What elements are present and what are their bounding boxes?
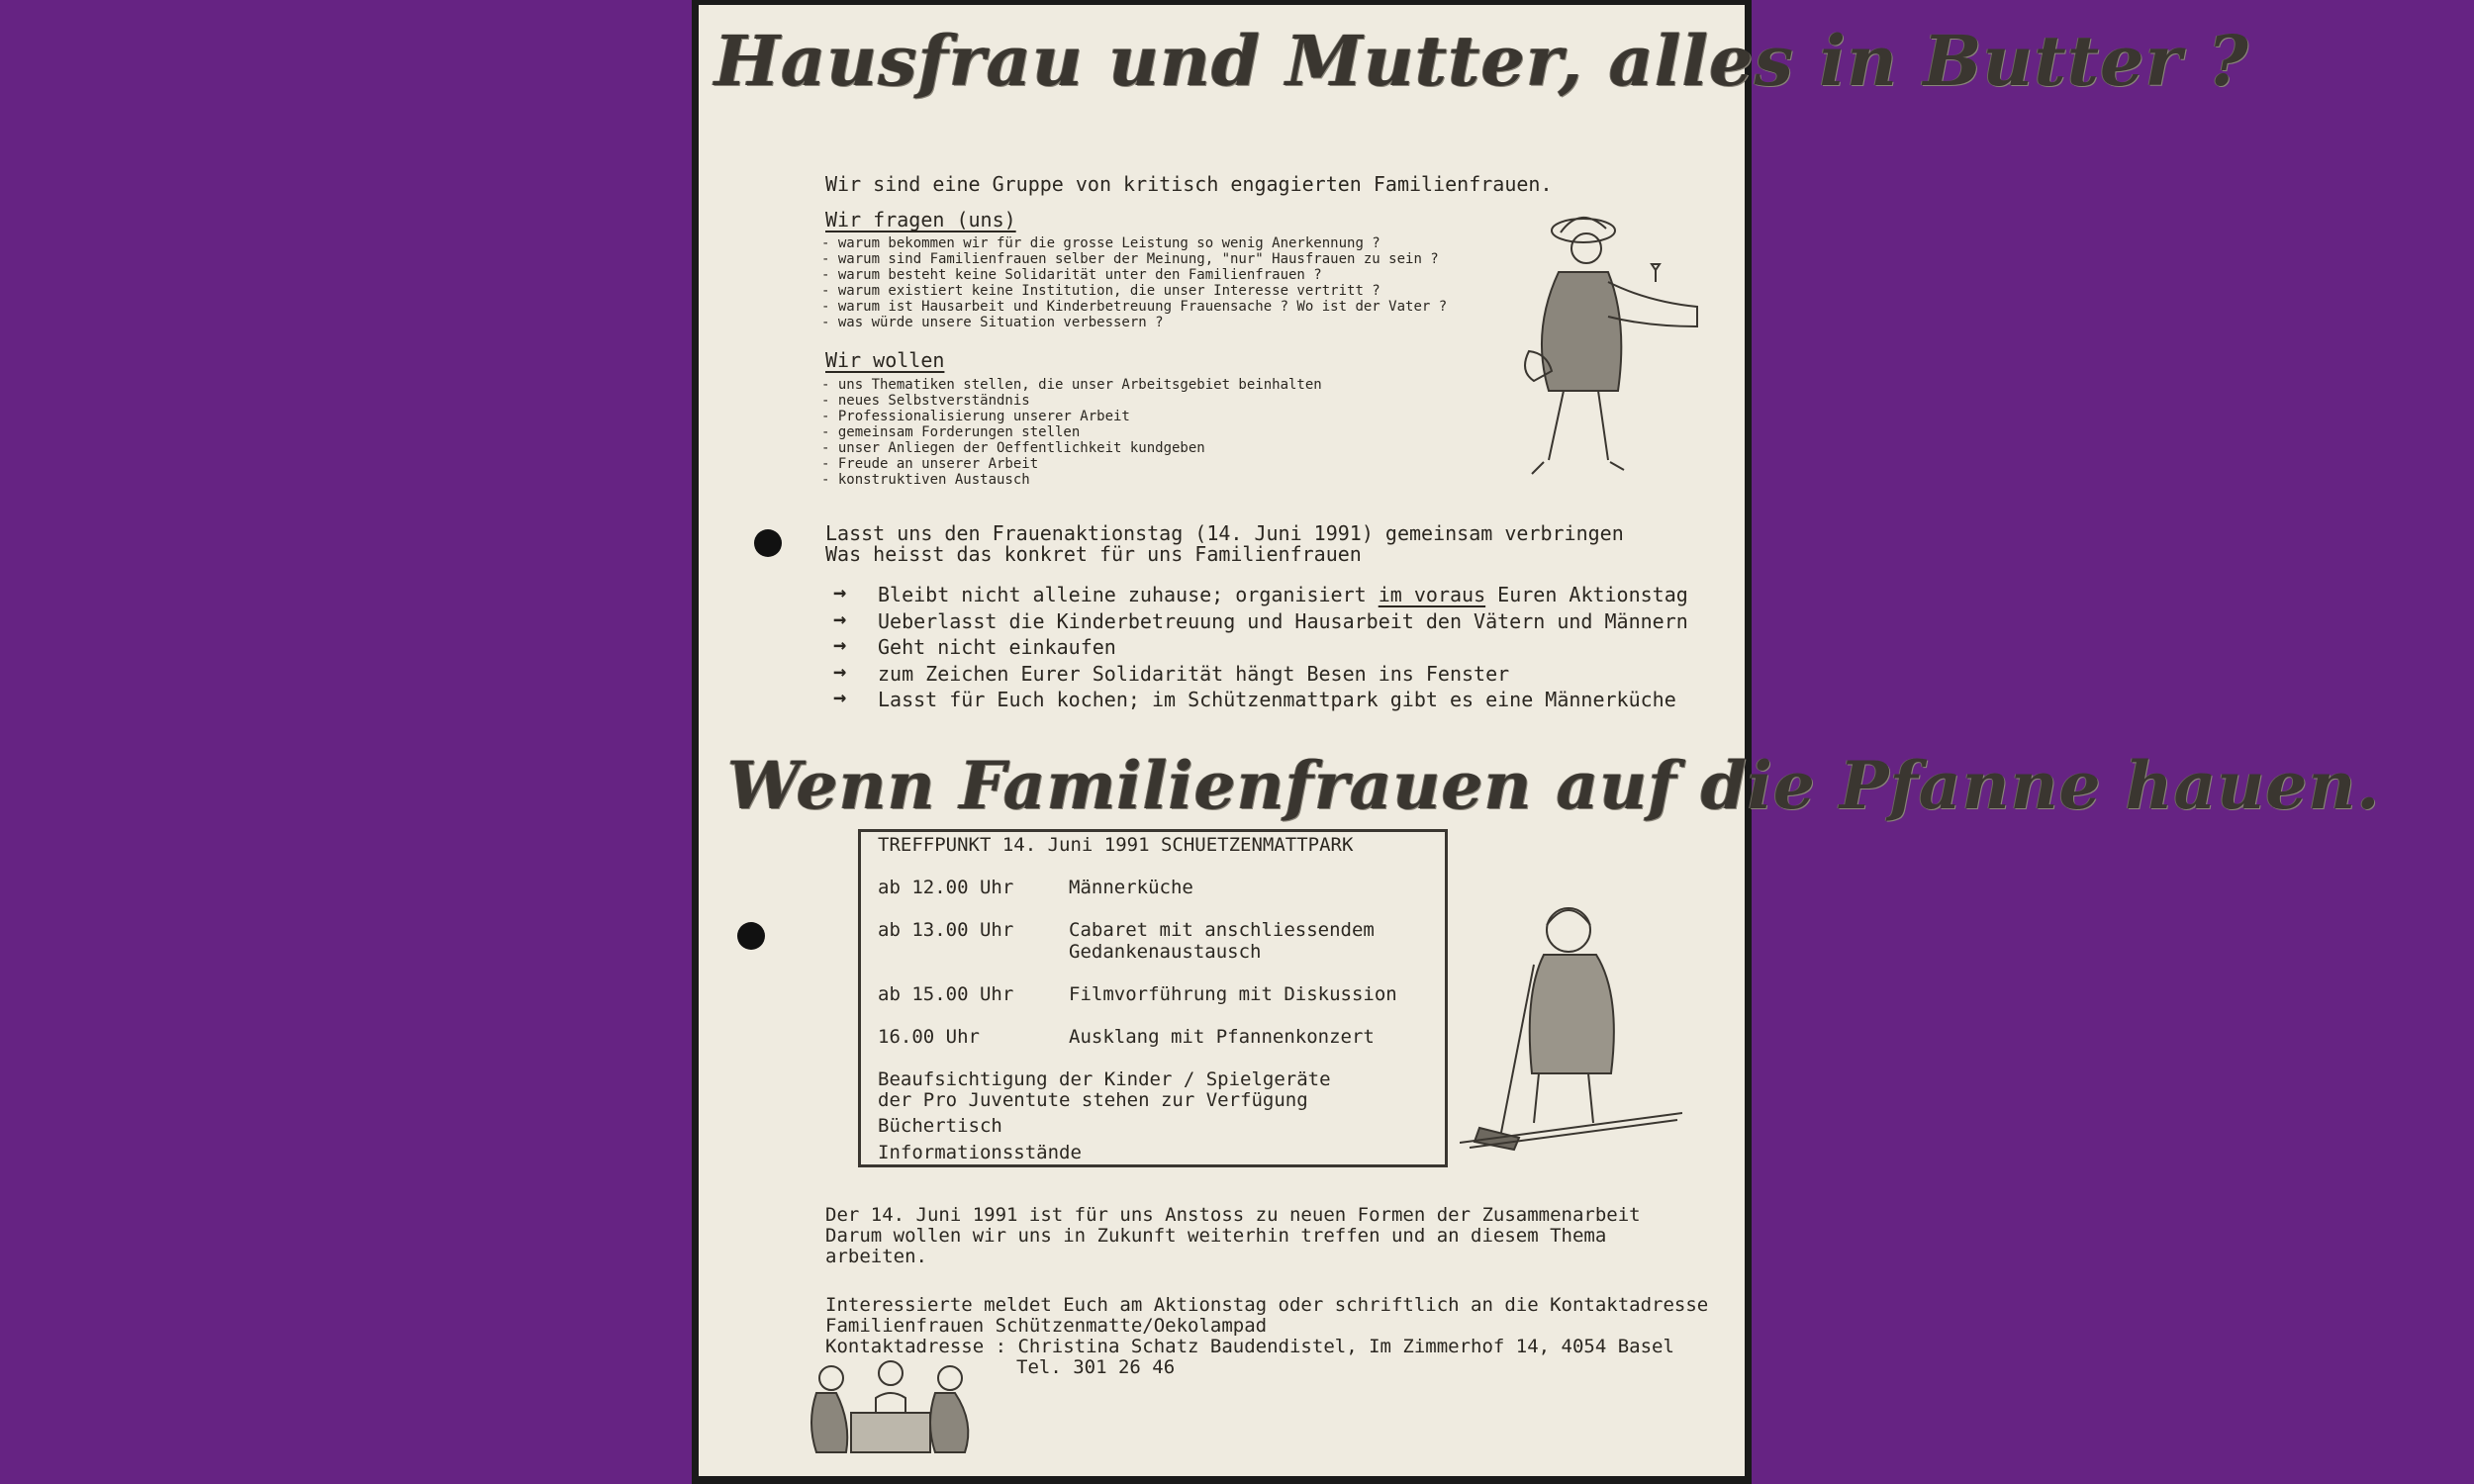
questions-heading: Wir fragen (uns) [825, 208, 1016, 232]
list-item [833, 581, 1688, 607]
list-item [833, 607, 1688, 633]
list-item: - warum bekommen wir für die grosse Leistung so wenig Anerkennung ? [821, 235, 1380, 251]
action-text-underlined: im voraus [1378, 583, 1486, 606]
list-item: - unser Anliegen der Oeffentlichkeit kundgeben [821, 440, 1205, 456]
program-header: TREFFPUNKT 14. Juni 1991 SCHUETZENMATTPARK [878, 834, 1354, 856]
list-item: - Freude an unserer Arbeit [821, 456, 1039, 472]
action-list [833, 581, 1688, 712]
contact-phone: Tel. 301 26 46 [1016, 1356, 1176, 1378]
contact-address: Kontaktadresse : Christina Schatz Baudendistel, Im Zimmerhof 14, 4054 Basel [825, 1336, 1674, 1357]
program-time: ab 15.00 Uhr [878, 983, 1014, 1005]
arrow-icon: → [833, 581, 847, 605]
list-item: - was würde unsere Situation verbessern ? [821, 315, 1164, 330]
program-event: Cabaret mit anschliessendem [1069, 919, 1375, 941]
action-text: Euren Aktionstag [1485, 583, 1688, 606]
arrow-icon: → [833, 633, 847, 658]
program-event: Männerküche [1069, 877, 1193, 898]
action-text: zum Zeichen Eurer Solidarität hängt Besen ins Fenster [878, 662, 1510, 686]
program-event: Filmvorführung mit Diskussion [1069, 983, 1397, 1005]
women-at-table-illustration [792, 1353, 990, 1462]
woman-with-hat-illustration [1489, 203, 1712, 480]
call-line-1: Lasst uns den Frauenaktionstag (14. Juni 1991) gemeinsam verbringen [825, 521, 1624, 545]
action-text: Ueberlasst die Kinderbetreuung und Hausarbeit den Vätern und Männern [878, 609, 1688, 633]
punch-hole [754, 529, 782, 557]
program-note: der Pro Juventute stehen zur Verfügung [878, 1089, 1308, 1111]
action-text: Bleibt nicht alleine zuhause; organisiert [878, 583, 1379, 606]
arrow-icon: → [833, 686, 847, 710]
program-note: Informationsstände [878, 1142, 1082, 1163]
arrow-icon: → [833, 660, 847, 685]
contact-line: Familienfrauen Schützenmatte/Oekolampad [825, 1315, 1268, 1337]
action-text: Lasst für Euch kochen; im Schützenmattpark gibt es eine Männerküche [878, 688, 1676, 711]
contact-line: Interessierte meldet Euch am Aktionstag oder schriftlich an die Kontaktadresse [825, 1294, 1709, 1316]
punch-hole [737, 922, 765, 950]
woman-with-broom-illustration [1460, 895, 1682, 1153]
list-item [833, 686, 1676, 712]
program-event-cont: Gedankenaustausch [1069, 941, 1262, 963]
closing-line: Darum wollen wir uns in Zukunft weiterhin treffen und an diesem Thema [825, 1225, 1607, 1247]
program-event: Ausklang mit Pfannenkonzert [1069, 1026, 1375, 1048]
program-time: 16.00 Uhr [878, 1026, 980, 1048]
closing-paragraph [825, 1205, 1641, 1267]
call-line-2: Was heisst das konkret für uns Familienfrauen [825, 542, 1362, 566]
list-item [833, 633, 1116, 660]
program-note: Büchertisch [878, 1115, 1002, 1137]
program-time: ab 13.00 Uhr [878, 919, 1014, 941]
list-item: - warum ist Hausarbeit und Kinderbetreuung Frauensache ? Wo ist der Vater ? [821, 299, 1448, 315]
program-note: Beaufsichtigung der Kinder / Spielgeräte [878, 1068, 1331, 1090]
list-item: - warum existiert keine Institution, die unser Interesse vertritt ? [821, 283, 1380, 299]
wants-list [821, 377, 1322, 488]
closing-line: arbeiten. [825, 1246, 927, 1267]
list-item: - uns Thematiken stellen, die unser Arbeitsgebiet beinhalten [821, 377, 1322, 393]
action-text: Geht nicht einkaufen [878, 635, 1116, 659]
program-time: ab 12.00 Uhr [878, 877, 1014, 898]
arrow-icon: → [833, 607, 847, 632]
list-item: - Professionalisierung unserer Arbeit [821, 409, 1130, 424]
list-item [833, 660, 1510, 686]
list-item: - neues Selbstverständnis [821, 393, 1030, 409]
questions-list [821, 235, 1447, 330]
list-item: - warum besteht keine Solidarität unter den Familienfrauen ? [821, 267, 1322, 283]
intro-text: Wir sind eine Gruppe von kritisch engagierten Familienfrauen. [825, 172, 1553, 196]
wants-heading: Wir wollen [825, 348, 945, 372]
closing-line: Der 14. Juni 1991 ist für uns Anstoss zu neuen Formen der Zusammenarbeit [825, 1204, 1641, 1226]
headline-middle: Wenn Familienfrauen auf die Pfanne hauen. [727, 747, 2381, 824]
headline-top: Hausfrau und Mutter, alles in Butter ? [714, 20, 2249, 102]
list-item: - gemeinsam Forderungen stellen [821, 424, 1081, 440]
list-item: - konstruktiven Austausch [821, 472, 1030, 488]
list-item: - warum sind Familienfrauen selber der Meinung, "nur" Hausfrauen zu sein ? [821, 251, 1439, 267]
